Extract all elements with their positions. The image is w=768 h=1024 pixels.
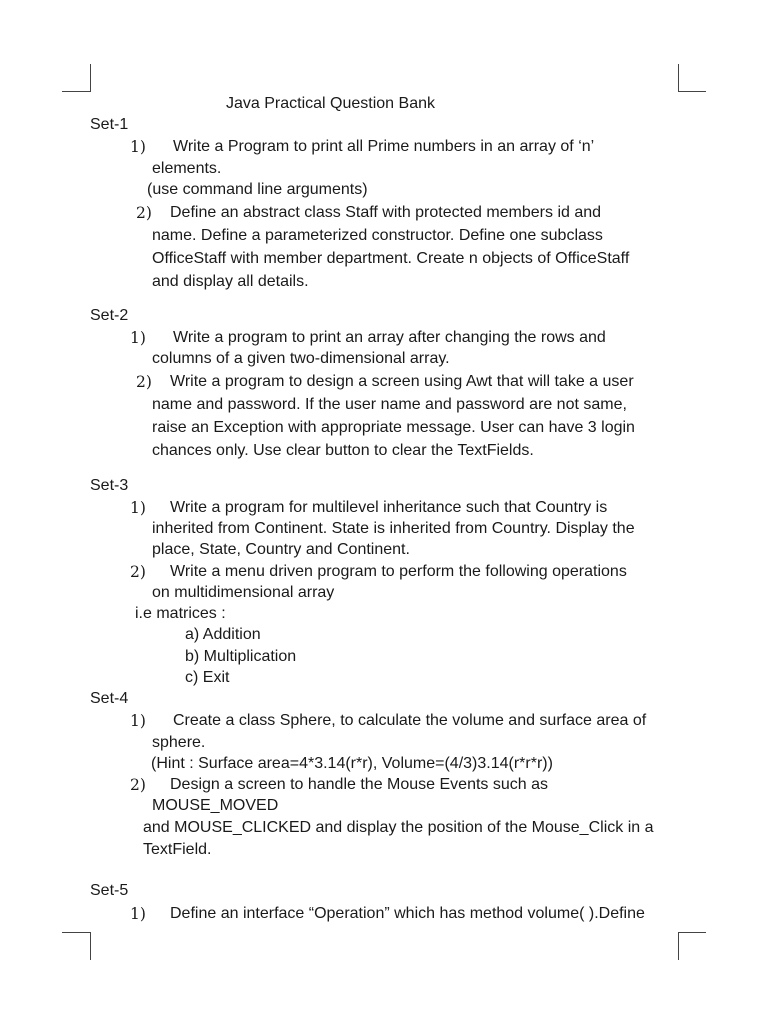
menu-option: a) Addition [185, 626, 261, 643]
question-line: place, State, Country and Continent. [152, 541, 410, 558]
set-heading: Set-1 [90, 116, 129, 133]
question-line: raise an Exception with appropriate message. User can have 3 login [152, 419, 635, 436]
question-line: Create a class Sphere, to calculate the volume and surface area of [173, 712, 647, 729]
set-heading: Set-4 [90, 690, 129, 707]
question-line: (use command line arguments) [147, 181, 368, 198]
question-line: MOUSE_MOVED [152, 797, 279, 814]
question-line: on multidimensional array [152, 584, 335, 601]
question-line: Define an interface “Operation” which has method volume( ).Define [170, 905, 645, 922]
question-line: Define an abstract class Staff with protected members id and [170, 204, 602, 221]
question-line: and display all details. [152, 273, 309, 290]
question-line: Write a program to print an array after changing the rows and [173, 329, 606, 346]
question-line: TextField. [143, 841, 212, 858]
question-line: name and password. If the user name and password are not same, [152, 396, 627, 413]
question-number: 2) [130, 563, 146, 581]
question-number: 1) [130, 499, 146, 517]
question-line: inherited from Continent. State is inherited from Country. Display the [152, 520, 635, 537]
question-line: (Hint : Surface area=4*3.14(r*r), Volume=(4/3)3.14(r*r*r)) [151, 755, 553, 772]
question-line: Write a menu driven program to perform the following operations [170, 563, 627, 580]
question-line: chances only. Use clear button to clear the TextFields. [152, 442, 534, 459]
question-line: i.e matrices : [135, 605, 226, 622]
question-line: Write a program to design a screen using Awt that will take a user [170, 373, 634, 390]
question-number: 2) [136, 204, 152, 222]
question-line: and MOUSE_CLICKED and display the position of the Mouse_Click in a [143, 819, 654, 836]
question-number: 1) [130, 905, 146, 923]
menu-option: b) Multiplication [185, 648, 297, 665]
question-line: Write a program for multilevel inheritance such that Country is [170, 499, 608, 516]
question-number: 1) [130, 712, 146, 730]
question-number: 2) [136, 373, 152, 391]
question-number: 1) [130, 138, 146, 156]
set-heading: Set-5 [90, 882, 129, 899]
question-line: OfficeStaff with member department. Create n objects of OfficeStaff [152, 250, 630, 267]
question-number: 1) [130, 329, 146, 347]
question-line: elements. [152, 160, 222, 177]
question-line: name. Define a parameterized constructor. Define one subclass [152, 227, 603, 244]
set-heading: Set-2 [90, 307, 129, 324]
document-title: Java Practical Question Bank [226, 95, 435, 112]
question-line: columns of a given two-dimensional array. [152, 350, 450, 367]
menu-option: c) Exit [185, 669, 230, 686]
question-line: Design a screen to handle the Mouse Events such as [170, 776, 548, 793]
question-line: sphere. [152, 734, 206, 751]
question-line: Write a Program to print all Prime numbers in an array of ‘n’ [173, 138, 595, 155]
question-number: 2) [130, 776, 146, 794]
set-heading: Set-3 [90, 477, 129, 494]
